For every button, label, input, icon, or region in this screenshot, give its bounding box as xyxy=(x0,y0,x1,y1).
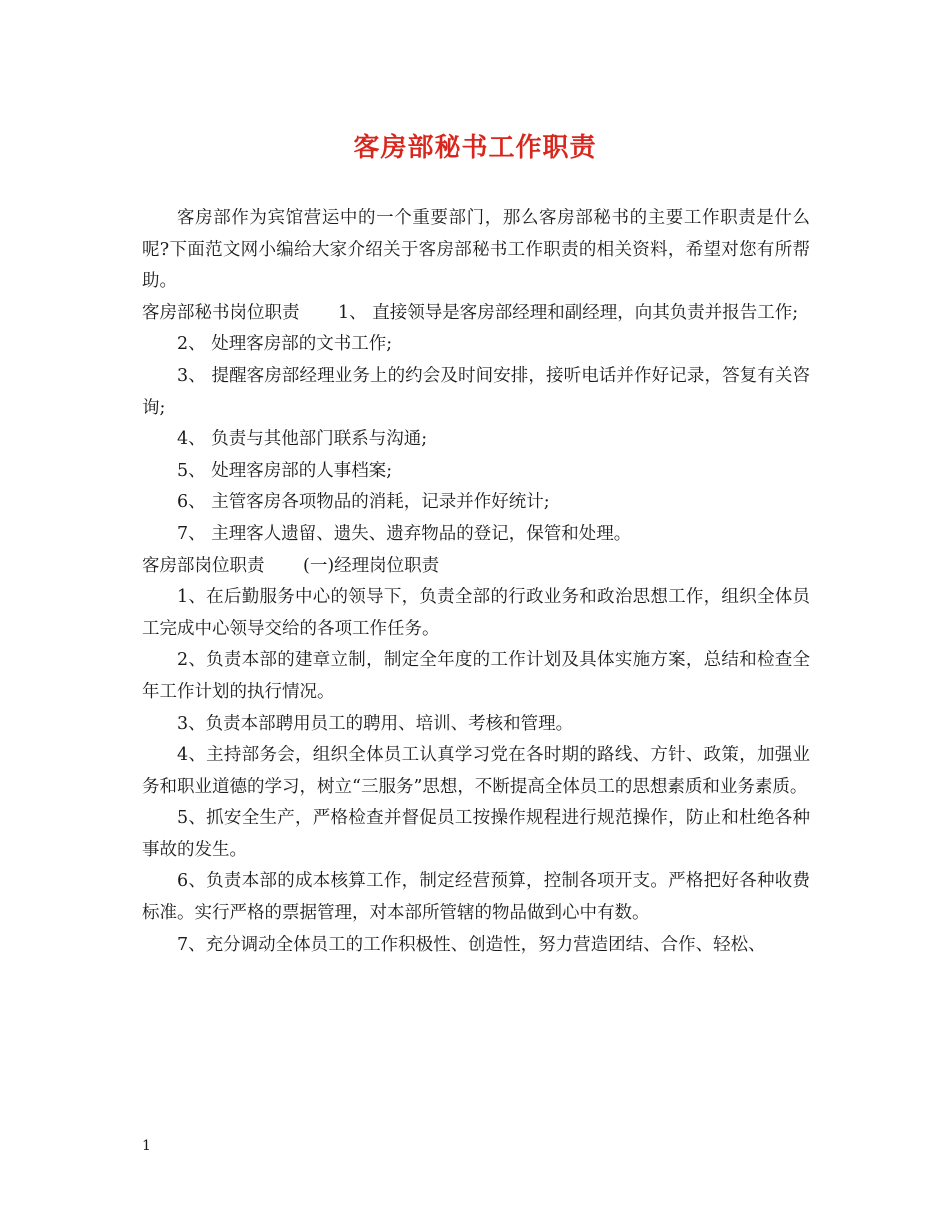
page-title: 客房部秘书工作职责 xyxy=(353,133,597,163)
department-item-3: 3、负责本部聘用员工的聘用、培训、考核和管理。 xyxy=(177,713,574,734)
document-body xyxy=(142,203,810,961)
secretary-item-6: 6、 主管客房各项物品的消耗，记录并作好统计; xyxy=(177,492,550,513)
department-item-2: 2、负责本部的建章立制，制定全年度的工作计划及具体实施方案，总结和检查全年工作计划的执行情况。 xyxy=(142,650,810,702)
department-section-heading-line xyxy=(142,551,810,583)
secretary-item-4: 4、 负责与其他部门联系与沟通; xyxy=(177,429,428,450)
secretary-item-5: 5、 处理客房部的人事档案; xyxy=(177,460,393,481)
department-item-4: 4、主持部务会，组织全体员工认真学习党在各时期的路线、方针、政策，加强业务和职业道德的学习，树立“三服务”思想，不断提高全体员工的思想素质和业务素质。 xyxy=(142,745,810,797)
department-subheading: (一)经理岗位职责 xyxy=(303,555,440,576)
secretary-item-7: 7、 主理客人遗留、遗失、遗弃物品的登记，保管和处理。 xyxy=(177,523,632,544)
secretary-item-2: 2、 处理客房部的文书工作; xyxy=(177,334,393,355)
department-section-heading: 客房部岗位职责 xyxy=(142,555,265,576)
department-item-5: 5、抓安全生产，严格检查并督促员工按操作规程进行规范操作，防止和杜绝各种事故的发生。 xyxy=(142,808,810,860)
secretary-section-heading: 客房部秘书岗位职责 xyxy=(142,302,300,323)
intro-paragraph: 客房部作为宾馆营运中的一个重要部门，那么客房部秘书的主要工作职责是什么呢?下面范文网小编给大家介绍关于客房部秘书工作职责的相关资料，希望对您有所帮助。 xyxy=(142,208,810,292)
page-number: 1 xyxy=(142,1138,151,1154)
department-item-6: 6、负责本部的成本核算工作，制定经营预算，控制各项开支。严格把好各种收费标准。实行严格的票据管理，对本部所管辖的物品做到心中有数。 xyxy=(142,871,810,924)
secretary-item-3: 3、 提醒客房部经理业务上的约会及时间安排，接听电话并作好记录，答复有关咨询; xyxy=(142,365,810,418)
department-item-7: 7、充分调动全体员工的工作积极性、创造性，努力营造团结、合作、轻松、 xyxy=(177,934,766,955)
secretary-section-heading-line xyxy=(142,298,810,330)
secretary-item-1: 1、 直接领导是客房部经理和副经理，向其负责并报告工作; xyxy=(338,302,799,323)
department-item-1: 1、在后勤服务中心的领导下，负责全部的行政业务和政治思想工作，组织全体员工完成中心领导交给的各项工作任务。 xyxy=(142,587,810,639)
